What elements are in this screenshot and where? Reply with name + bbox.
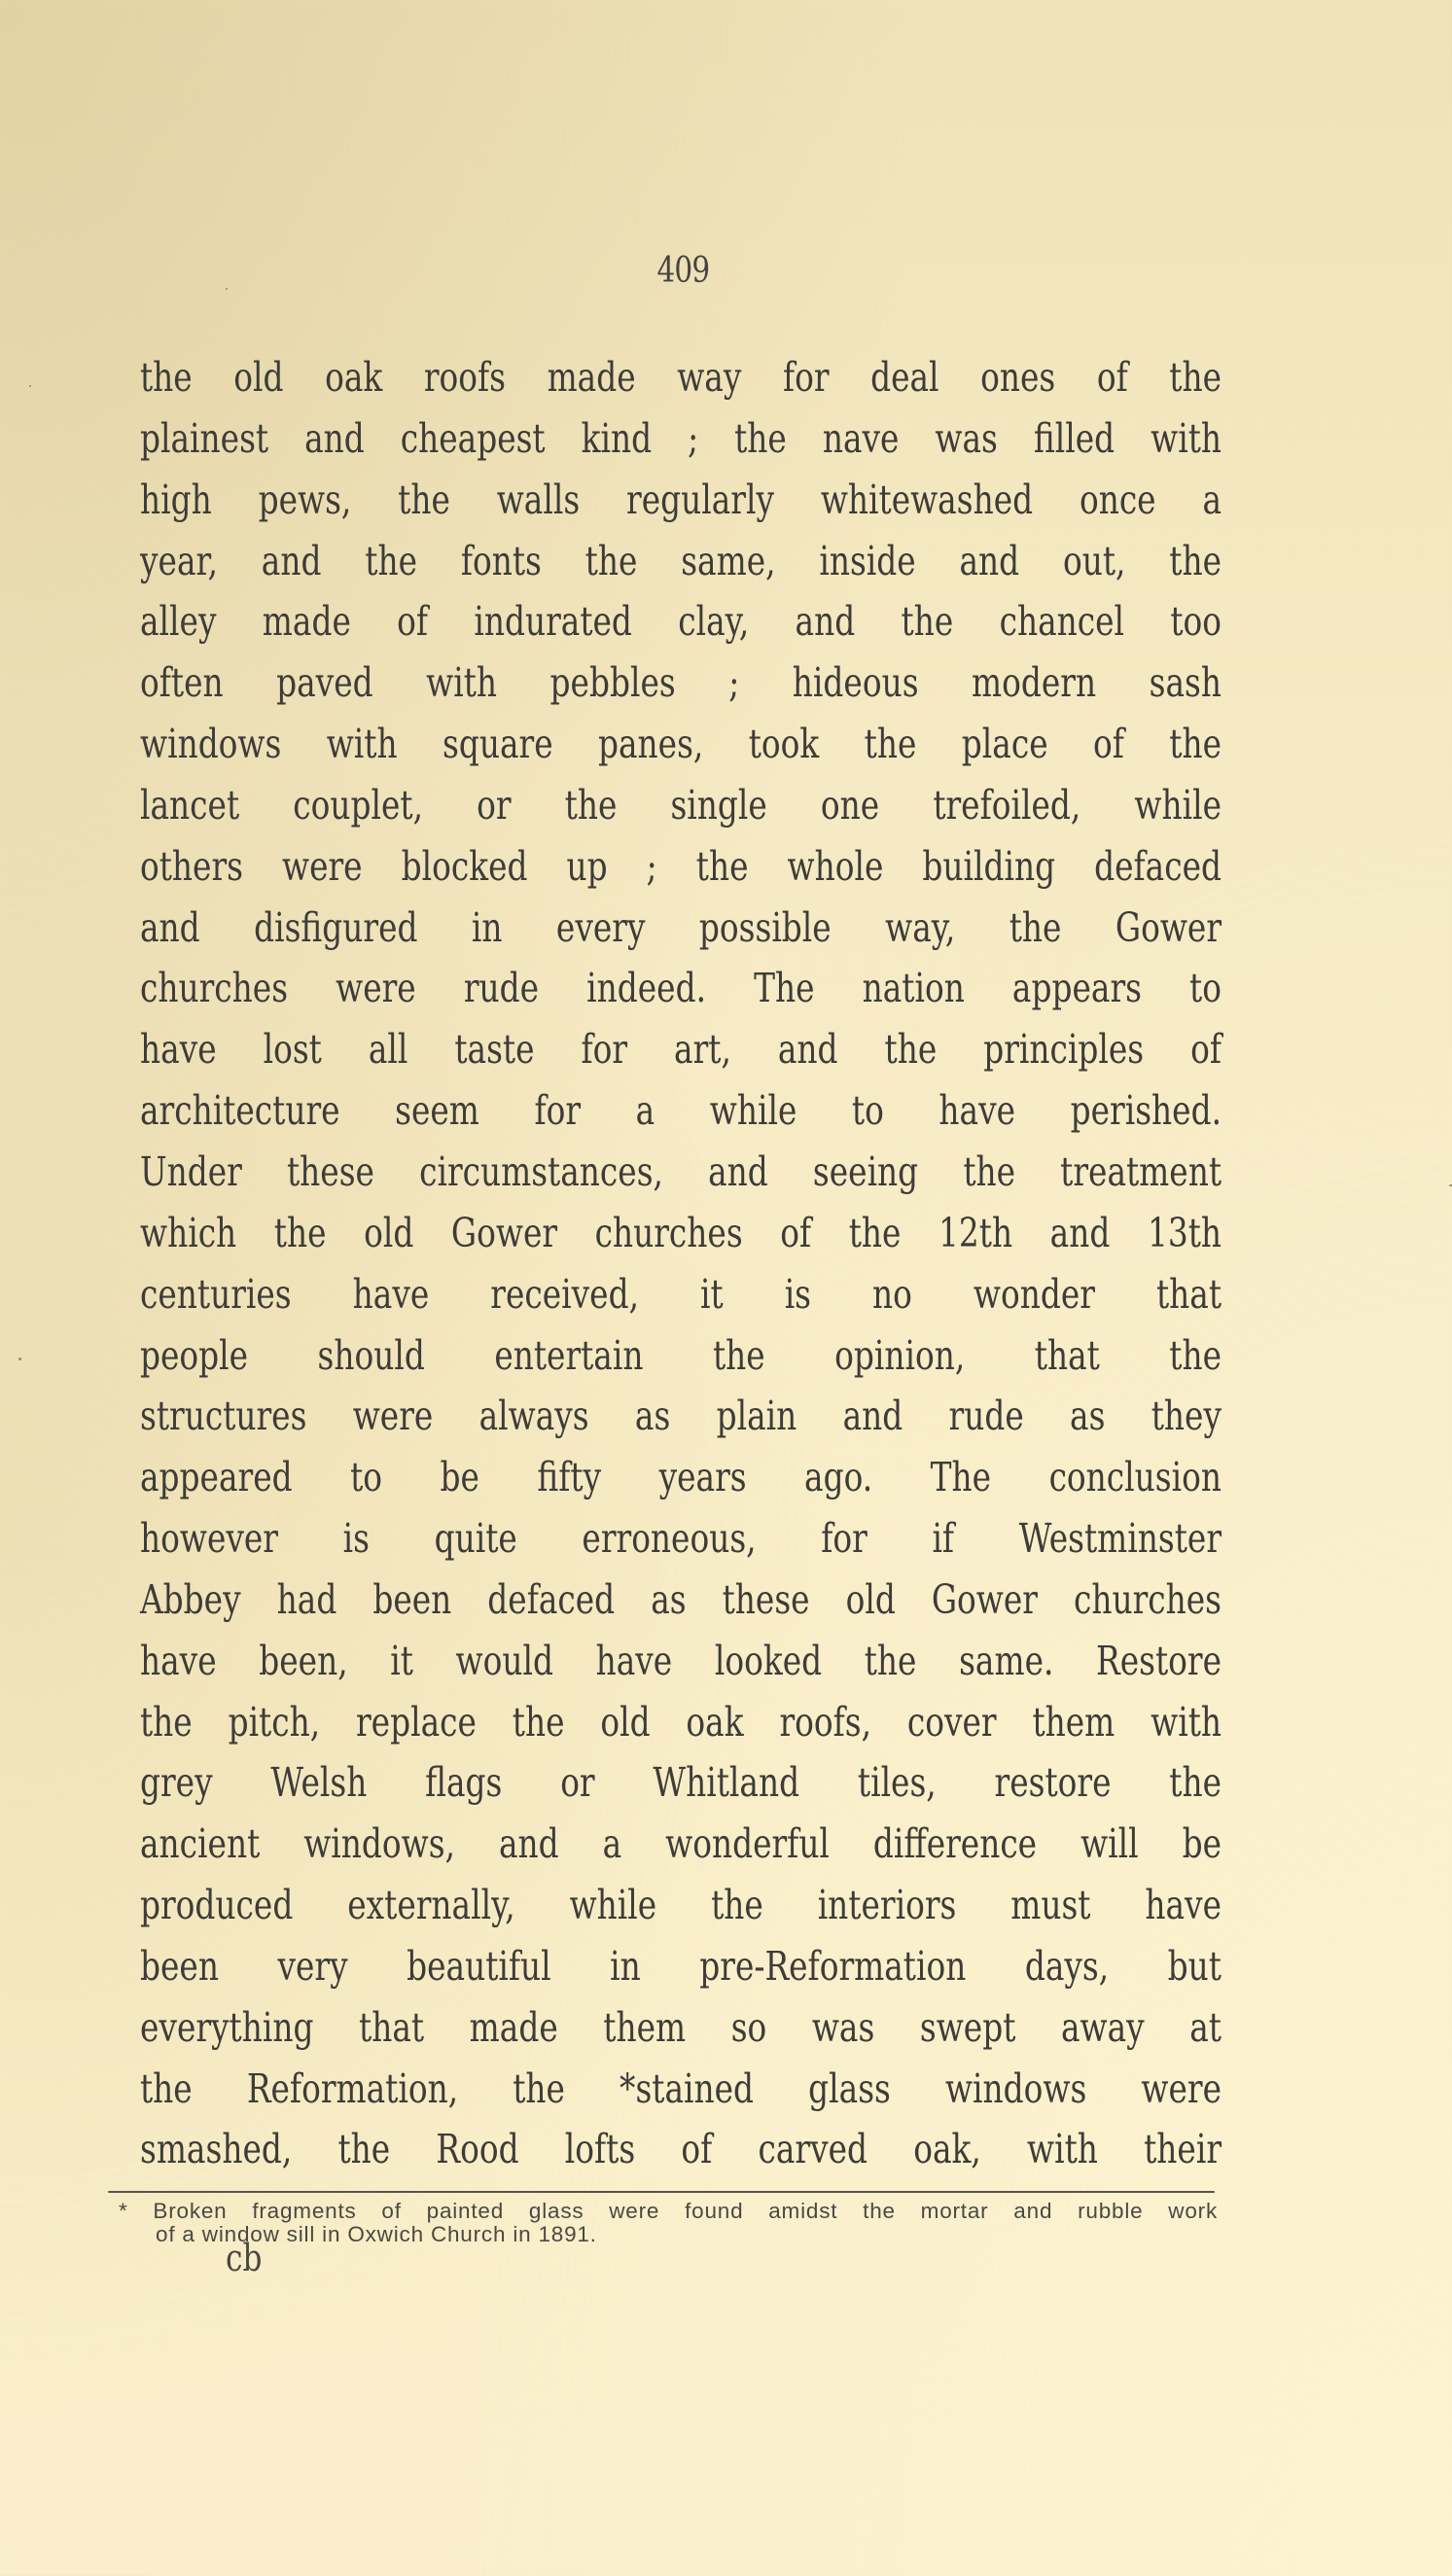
text-line-content: Abbey had been defaced as these old Gower churches bbox=[140, 1575, 1222, 1623]
text-line bbox=[140, 1875, 1223, 1936]
paper-speck bbox=[18, 1358, 21, 1360]
text-line-content: smashed, the Rood lofts of carved oak, with their bbox=[140, 2126, 1222, 2173]
text-line-content: windows with square panes, took the place of the bbox=[140, 721, 1222, 768]
footnote bbox=[119, 2200, 1218, 2246]
text-line-content: architecture seem for a while to have perished. bbox=[140, 1087, 1222, 1135]
text-line bbox=[140, 470, 1223, 531]
text-line-content: often paved with pebbles ; hideous modern sash bbox=[140, 659, 1222, 707]
text-line-content: appeared to be fifty years ago. The conclusion bbox=[140, 1454, 1222, 1501]
text-line bbox=[140, 2059, 1223, 2120]
text-line bbox=[140, 714, 1223, 775]
text-line-content: ancient windows, and a wonderful difference will be bbox=[140, 1820, 1222, 1868]
text-line bbox=[140, 1386, 1223, 1447]
text-line bbox=[140, 347, 1223, 408]
text-line-content: been very beautiful in pre-Reformation days, but bbox=[140, 1942, 1222, 1990]
text-line bbox=[140, 653, 1223, 714]
text-line bbox=[140, 1142, 1223, 1203]
text-line-content: alley made of indurated clay, and the chancel too bbox=[140, 598, 1222, 646]
footnote-line-2: of a window sill in Oxwich Church in 1891. bbox=[156, 2222, 597, 2246]
text-line bbox=[140, 1692, 1223, 1753]
text-line-content: others were blocked up ; the whole building defaced bbox=[140, 842, 1222, 890]
text-line-content: the pitch, replace the old oak roofs, cover them with bbox=[140, 1698, 1222, 1746]
text-line bbox=[140, 1814, 1223, 1875]
text-line-content: have been, it would have looked the same. Restore bbox=[140, 1637, 1222, 1684]
text-line-content: people should entertain the opinion, that the bbox=[140, 1331, 1222, 1379]
text-line bbox=[140, 958, 1223, 1019]
text-line bbox=[140, 836, 1223, 898]
text-line bbox=[140, 1936, 1223, 1997]
page-number: 409 bbox=[656, 251, 710, 291]
text-line-content: which the old Gower churches of the 12th and 13th bbox=[140, 1209, 1222, 1256]
footnote-divider bbox=[108, 2191, 1215, 2193]
text-line-content: however is quite erroneous, for if Westminster bbox=[140, 1515, 1222, 1563]
text-line bbox=[140, 531, 1223, 592]
text-line-content: churches were rude indeed. The nation appears to bbox=[140, 965, 1222, 1012]
text-line-content: high pews, the walls regularly whitewashed once a bbox=[140, 476, 1222, 523]
text-line bbox=[140, 1508, 1223, 1570]
text-line-content: plainest and cheapest kind ; the nave was filled with bbox=[140, 414, 1222, 462]
text-line-content: centuries have received, it is no wonder that bbox=[140, 1270, 1222, 1318]
text-line-content: grey Welsh flags or Whitland tiles, restore the bbox=[140, 1759, 1222, 1807]
text-line bbox=[140, 775, 1223, 836]
signature-mark: cb bbox=[226, 2237, 263, 2279]
text-line-content: have lost all taste for art, and the principles of bbox=[140, 1026, 1222, 1074]
text-line-content: Under these circumstances, and seeing the treatment bbox=[140, 1147, 1222, 1195]
text-line-content: structures were always as plain and rude as they bbox=[140, 1393, 1222, 1440]
text-line bbox=[140, 1447, 1223, 1508]
text-line-content: the old oak roofs made way for deal ones of the bbox=[140, 354, 1222, 401]
text-line bbox=[140, 591, 1223, 653]
text-line bbox=[140, 1203, 1223, 1264]
text-line bbox=[140, 1752, 1223, 1814]
footnote-line-1: * Broken fragments of painted glass were found amidst the mortar and rubble work bbox=[119, 2199, 1218, 2223]
text-line bbox=[140, 1997, 1223, 2059]
text-line bbox=[140, 408, 1223, 470]
text-line bbox=[140, 898, 1223, 959]
text-line bbox=[140, 1570, 1223, 1631]
text-line bbox=[140, 1080, 1223, 1142]
paper-speck bbox=[29, 385, 31, 387]
text-line bbox=[140, 1631, 1223, 1692]
paper-speck bbox=[226, 288, 228, 290]
text-line bbox=[140, 1019, 1223, 1080]
text-line bbox=[140, 2119, 1223, 2180]
text-line-content: produced externally, while the interiors must have bbox=[140, 1882, 1222, 1929]
text-line-content: year, and the fonts the same, inside and out, the bbox=[140, 537, 1222, 584]
text-line bbox=[140, 1264, 1223, 1325]
text-line-content: everything that made them so was swept away at bbox=[140, 2003, 1222, 2051]
text-line-content: and disfigured in every possible way, the Gower bbox=[140, 903, 1222, 951]
body-text bbox=[140, 347, 1223, 2180]
text-line-content: the Reformation, the *stained glass windows were bbox=[140, 2064, 1222, 2112]
text-line-content: lancet couplet, or the single one trefoiled, while bbox=[140, 781, 1222, 829]
text-line bbox=[140, 1325, 1223, 1387]
